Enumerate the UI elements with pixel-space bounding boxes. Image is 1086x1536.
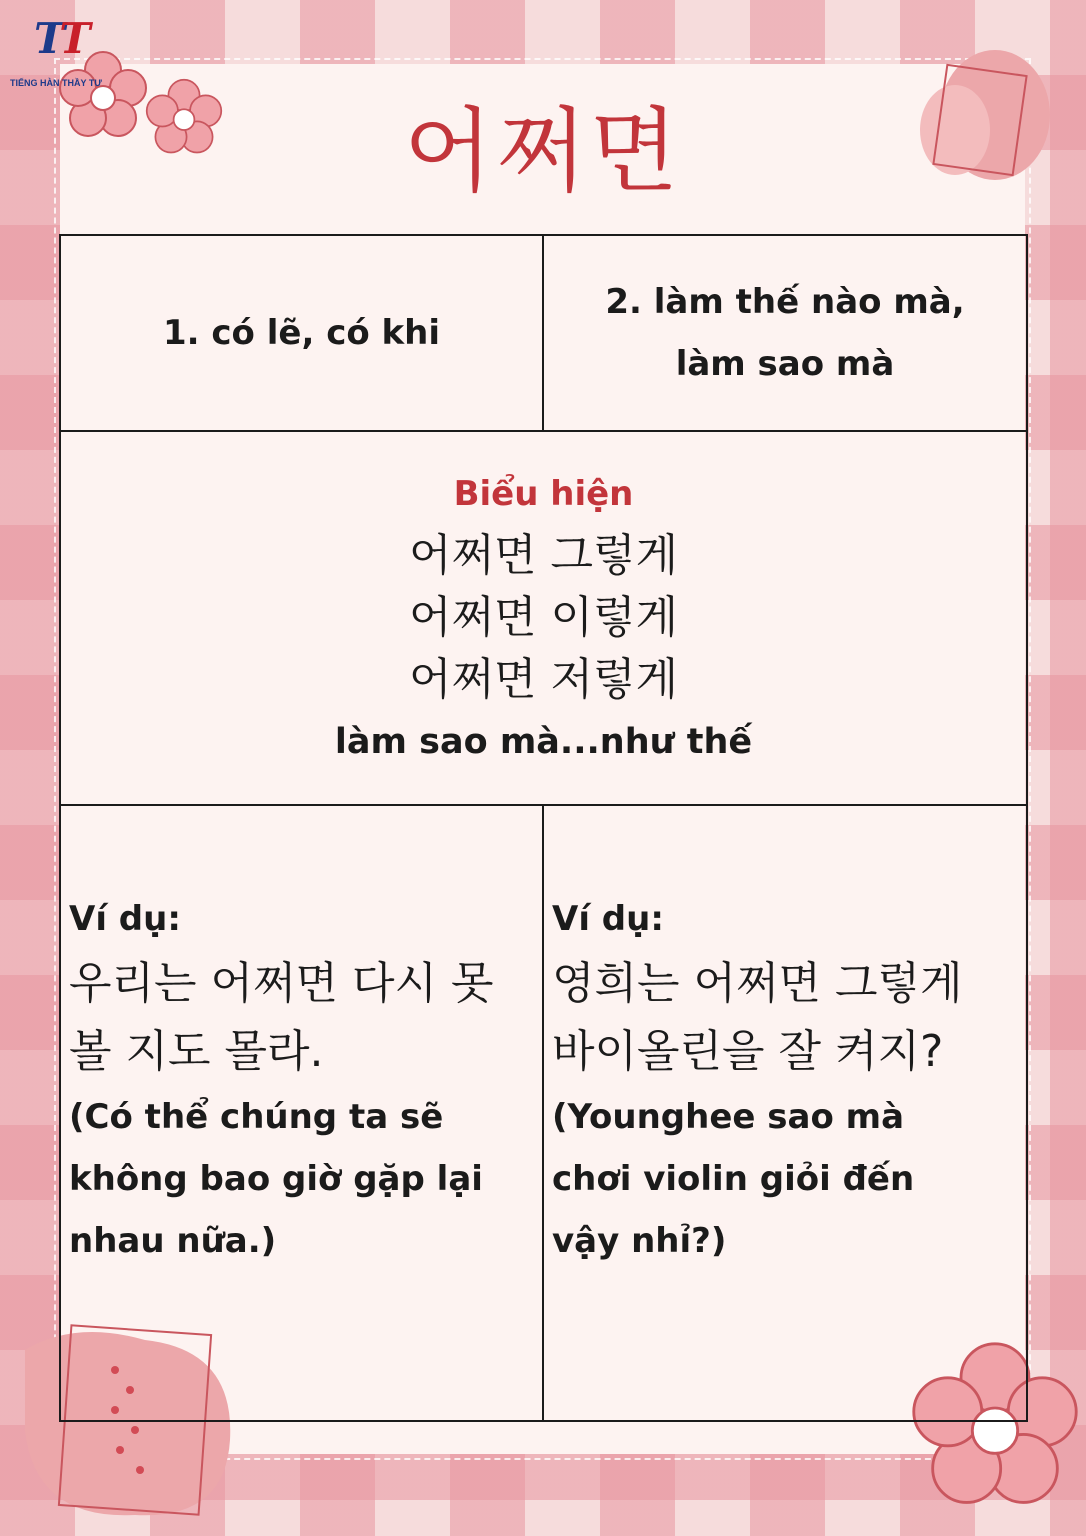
example-label: Ví dụ:: [552, 899, 664, 939]
expression-title: Biểu hiện: [453, 474, 634, 514]
example-vietnamese-line: (Có thể chúng ta sẽ: [69, 1097, 444, 1137]
example-cell-2: [542, 804, 1028, 1422]
expression-korean-3: 어쩌면 저렇게: [408, 654, 678, 705]
logo-text: TIẾNG HÀN THẦY TƯ: [10, 78, 102, 88]
example-vietnamese-line: chơi violin giỏi đến: [552, 1159, 915, 1199]
example-cell-1: [59, 804, 544, 1422]
example-vietnamese-line: vậy nhỉ?): [552, 1221, 727, 1261]
example-korean-line: 영희는 어쩌면 그렇게: [552, 958, 963, 1009]
example-korean-line: 볼 지도 몰라.: [69, 1026, 324, 1077]
brand-logo: [8, 14, 118, 104]
example-vietnamese-line: không bao giờ gặp lại: [69, 1159, 483, 1199]
example-korean-line: 우리는 어쩌면 다시 못: [69, 958, 494, 1009]
meaning-cell-2: [542, 234, 1028, 432]
meaning-line: làm sao mà: [675, 344, 895, 384]
example-korean-line: 바이올린을 잘 켜지?: [552, 1026, 944, 1077]
expression-korean-2: 어쩌면 이렇게: [408, 592, 678, 643]
meaning-text: [605, 271, 964, 395]
meaning-line: 2. làm thế nào mà,: [605, 282, 965, 322]
page-title: 어쩌면: [403, 98, 683, 205]
expression-korean-1: 어쩌면 그렇게: [408, 530, 678, 581]
expression-vietnamese: làm sao mà...như thế: [334, 722, 753, 762]
logo-mark: TT: [34, 14, 85, 63]
example-vietnamese-line: nhau nữa.): [69, 1221, 277, 1261]
example-label: Ví dụ:: [69, 899, 181, 939]
example-vietnamese-line: (Younghee sao mà: [552, 1097, 905, 1137]
meaning-text: 1. có lẽ, có khi: [162, 313, 441, 353]
expression-box: [59, 430, 1028, 806]
meaning-cell-1: [59, 234, 544, 432]
